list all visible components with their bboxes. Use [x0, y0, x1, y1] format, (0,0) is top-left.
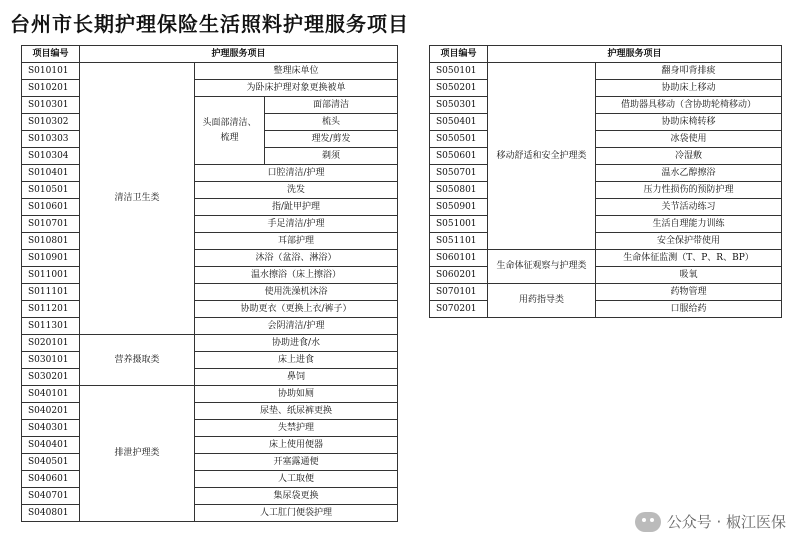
header-service: 护理服务项目 — [80, 46, 398, 63]
service-name: 指/趾甲护理 — [195, 199, 398, 216]
category-cell: 营养摄取类 — [80, 335, 195, 386]
item-code: S050301 — [430, 97, 488, 114]
item-code: S070101 — [430, 284, 488, 301]
service-name: 压力性损伤的预防护理 — [596, 182, 782, 199]
service-name: 鼻饲 — [195, 369, 398, 386]
table-row — [430, 301, 782, 318]
table-row — [22, 199, 398, 216]
item-code: S040201 — [22, 403, 80, 420]
item-code: S030201 — [22, 369, 80, 386]
table-row — [22, 216, 398, 233]
service-name: 生活自理能力训练 — [596, 216, 782, 233]
table-row — [22, 301, 398, 318]
table-row — [430, 233, 782, 250]
service-name: 温水乙醇擦浴 — [596, 165, 782, 182]
service-name: 床上进食 — [195, 352, 398, 369]
service-name: 理发/剪发 — [265, 131, 398, 148]
table-row — [430, 63, 782, 80]
service-name: 剃须 — [265, 148, 398, 165]
service-name: 药物管理 — [596, 284, 782, 301]
service-name: 开塞露通便 — [195, 454, 398, 471]
item-code: S010101 — [22, 63, 80, 80]
header-service: 护理服务项目 — [488, 46, 782, 63]
service-name: 尿垫、纸尿裤更换 — [195, 403, 398, 420]
service-name: 人工肛门便袋护理 — [195, 505, 398, 522]
table-row — [22, 471, 398, 488]
service-name: 洗发 — [195, 182, 398, 199]
item-code: S060101 — [430, 250, 488, 267]
item-code: S011201 — [22, 301, 80, 318]
table-row — [22, 182, 398, 199]
item-code: S040301 — [22, 420, 80, 437]
watermark-text: 公众号 · 椒江医保 — [666, 513, 786, 531]
service-name: 协助更衣（更换上衣/裤子） — [195, 301, 398, 318]
table-row — [22, 284, 398, 301]
service-name: 协助进食/水 — [195, 335, 398, 352]
table-row — [22, 318, 398, 335]
table-header-row — [430, 46, 782, 63]
table-row — [22, 250, 398, 267]
item-code: S011001 — [22, 267, 80, 284]
subcategory-cell: 头面部清洁、梳理 — [195, 97, 265, 165]
service-name: 失禁护理 — [195, 420, 398, 437]
table-row — [22, 369, 398, 386]
service-name: 沐浴（盆浴、淋浴） — [195, 250, 398, 267]
wechat-icon — [635, 512, 661, 532]
table-row — [22, 97, 398, 114]
table-row — [22, 335, 398, 352]
item-code: S011101 — [22, 284, 80, 301]
service-name: 手足清洁/护理 — [195, 216, 398, 233]
service-name: 为卧床护理对象更换被单 — [195, 80, 398, 97]
service-name: 使用洗澡机沐浴 — [195, 284, 398, 301]
category-cell: 清洁卫生类 — [80, 63, 195, 335]
table-row — [22, 63, 398, 80]
service-name: 人工取便 — [195, 471, 398, 488]
service-name: 关节活动练习 — [596, 199, 782, 216]
item-code: S010701 — [22, 216, 80, 233]
item-code: S050901 — [430, 199, 488, 216]
item-code: S011301 — [22, 318, 80, 335]
item-code: S070201 — [430, 301, 488, 318]
item-code: S010401 — [22, 165, 80, 182]
item-code: S050201 — [430, 80, 488, 97]
table-row — [430, 97, 782, 114]
header-code: 项目编号 — [430, 46, 488, 63]
right-service-table — [429, 45, 782, 318]
item-code: S010302 — [22, 114, 80, 131]
table-row — [430, 199, 782, 216]
service-name: 翻身叩背排痰 — [596, 63, 782, 80]
item-code: S010801 — [22, 233, 80, 250]
table-row — [430, 165, 782, 182]
service-name: 协助床上移动 — [596, 80, 782, 97]
table-row — [430, 284, 782, 301]
table-row — [430, 216, 782, 233]
table-row — [22, 267, 398, 284]
table-row — [22, 165, 398, 182]
table-row — [430, 80, 782, 97]
service-name: 生命体征监测（T、P、R、BP） — [596, 250, 782, 267]
item-code: S050801 — [430, 182, 488, 199]
category-cell: 用药指导类 — [488, 284, 596, 318]
item-code: S010303 — [22, 131, 80, 148]
service-name: 安全保护带使用 — [596, 233, 782, 250]
category-cell: 移动舒适和安全护理类 — [488, 63, 596, 250]
watermark — [635, 511, 786, 532]
item-code: S040401 — [22, 437, 80, 454]
item-code: S050401 — [430, 114, 488, 131]
table-row — [22, 386, 398, 403]
service-name: 集尿袋更换 — [195, 488, 398, 505]
table-row — [430, 131, 782, 148]
category-cell: 排泄护理类 — [80, 386, 195, 522]
table-row — [430, 148, 782, 165]
service-name: 温水擦浴（床上擦浴） — [195, 267, 398, 284]
item-code: S040801 — [22, 505, 80, 522]
table-row — [22, 80, 398, 97]
table-row — [22, 488, 398, 505]
item-code: S010301 — [22, 97, 80, 114]
service-name: 口腔清洁/护理 — [195, 165, 398, 182]
table-row — [22, 437, 398, 454]
service-name: 梳头 — [265, 114, 398, 131]
table-row — [430, 250, 782, 267]
item-code: S010601 — [22, 199, 80, 216]
header-code: 项目编号 — [22, 46, 80, 63]
item-code: S010304 — [22, 148, 80, 165]
service-name: 吸氧 — [596, 267, 782, 284]
table-row — [22, 454, 398, 471]
item-code: S020101 — [22, 335, 80, 352]
page-title: 台州市长期护理保险生活照料护理服务项目 — [10, 12, 409, 36]
item-code: S051101 — [430, 233, 488, 250]
service-name: 会阴清洁/护理 — [195, 318, 398, 335]
service-name: 口服给药 — [596, 301, 782, 318]
service-name: 面部清洁 — [265, 97, 398, 114]
item-code: S030101 — [22, 352, 80, 369]
service-name: 冷湿敷 — [596, 148, 782, 165]
service-name: 冰袋使用 — [596, 131, 782, 148]
item-code: S010201 — [22, 80, 80, 97]
table-row — [22, 352, 398, 369]
item-code: S010501 — [22, 182, 80, 199]
item-code: S050501 — [430, 131, 488, 148]
table-row — [430, 182, 782, 199]
item-code: S050701 — [430, 165, 488, 182]
service-name: 协助床椅转移 — [596, 114, 782, 131]
service-name: 床上使用便器 — [195, 437, 398, 454]
category-cell: 生命体征观察与护理类 — [488, 250, 596, 284]
service-name: 借助器具移动（含协助轮椅移动） — [596, 97, 782, 114]
item-code: S051001 — [430, 216, 488, 233]
item-code: S010901 — [22, 250, 80, 267]
item-code: S050601 — [430, 148, 488, 165]
item-code: S040701 — [22, 488, 80, 505]
table-row — [22, 505, 398, 522]
item-code: S040501 — [22, 454, 80, 471]
table-row — [430, 267, 782, 284]
table-row — [22, 403, 398, 420]
table-row — [430, 114, 782, 131]
table-header-row — [22, 46, 398, 63]
service-name: 耳部护理 — [195, 233, 398, 250]
table-row — [22, 420, 398, 437]
item-code: S050101 — [430, 63, 488, 80]
table-row — [22, 233, 398, 250]
item-code: S060201 — [430, 267, 488, 284]
service-name: 协助如厕 — [195, 386, 398, 403]
left-service-table — [21, 45, 398, 522]
item-code: S040101 — [22, 386, 80, 403]
item-code: S040601 — [22, 471, 80, 488]
service-name: 整理床单位 — [195, 63, 398, 80]
